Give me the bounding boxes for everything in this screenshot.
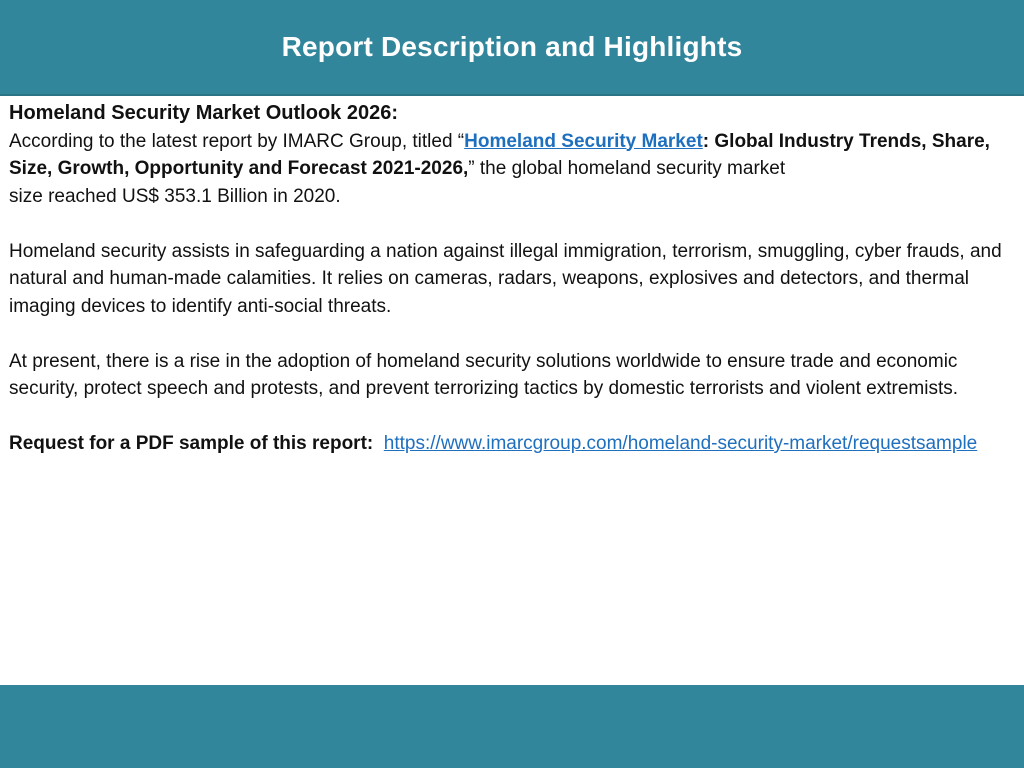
intro-prefix: According to the latest report by IMARC Group, titled “	[9, 130, 465, 152]
intro-paragraph	[9, 128, 1014, 211]
report-title-link[interactable]: Homeland Security Market	[464, 130, 703, 152]
intro-suffix: ” the global homeland security market	[468, 158, 786, 179]
spacer	[9, 320, 1014, 348]
header-band	[0, 0, 1024, 96]
slide-title: Report Description and Highlights	[281, 31, 743, 62]
market-size-text: size reached US$ 353.1 Billion in 2020.	[9, 185, 341, 207]
section-heading: Homeland Security Market Outlook 2026:	[9, 102, 399, 124]
request-sample-label: Request for a PDF sample of this report:	[9, 433, 374, 454]
request-sample-paragraph	[9, 430, 1014, 458]
footer-band	[0, 685, 1024, 768]
paragraph-overview: Homeland security assists in safeguarding a nation against illegal immigration, terrorism, smuggling, cyber frauds, and natural and human-made calamities. It relies on cameras, radars, weapons, explosives and detectors, and thermal imaging devices to identify anti-social threats.	[9, 240, 1002, 317]
paragraph-trends: At present, there is a rise in the adoption of homeland security solutions worldwide to ensure trade and economic security, protect speech and protests, and prevent terrorizing tactics by domestic terrorists and violent extremists.	[9, 350, 958, 399]
spacer	[9, 403, 1014, 431]
request-sample-link[interactable]: https://www.imarcgroup.com/homeland-security-market/requestsample	[383, 433, 978, 454]
spacer	[9, 210, 1014, 238]
report-description	[9, 100, 1014, 458]
report-title-bold: : Global Industry Trends, Share, Size, Growth, Opportunity and Forecast 2021-2026,	[9, 130, 990, 179]
